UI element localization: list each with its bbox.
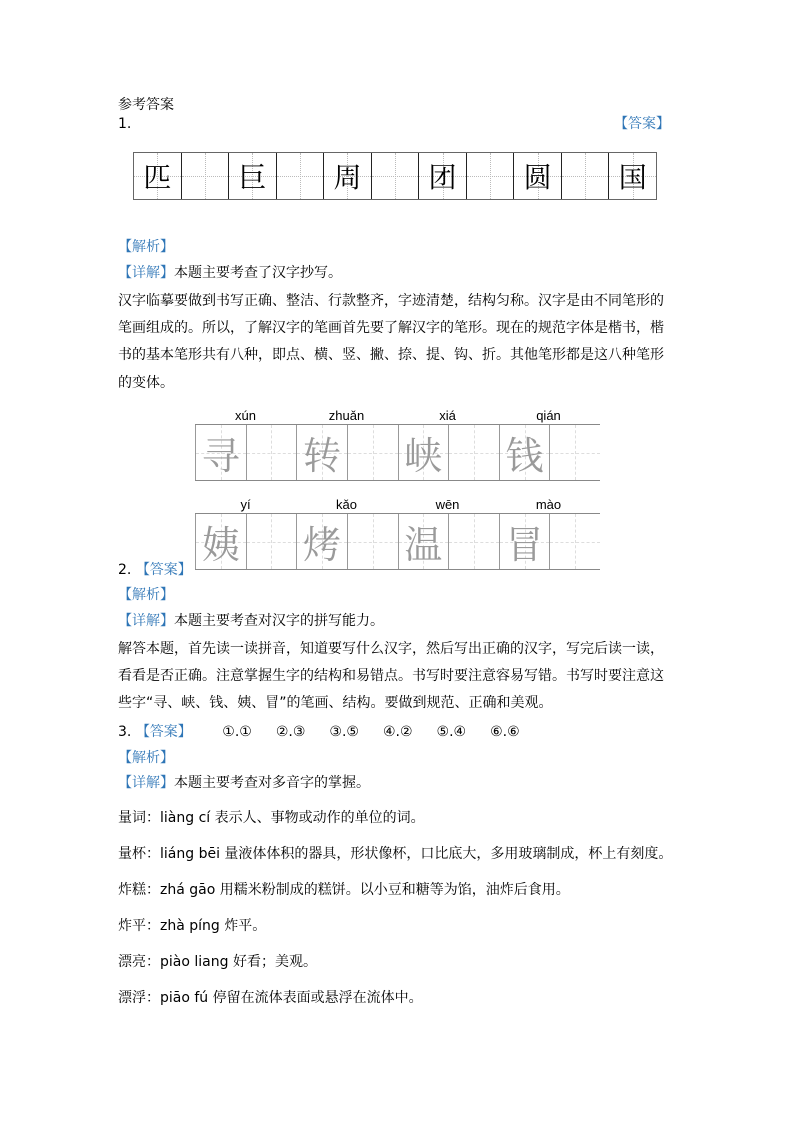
grid-cell — [398, 425, 449, 480]
q3-entry: 炸平：zhà píng 炸平。 — [118, 918, 267, 934]
detail-text: 本题主要考查对汉字的拼写能力。 — [174, 613, 384, 629]
q2-grid-row-2 — [195, 513, 600, 570]
grid-cell — [134, 153, 182, 199]
grid-cell — [398, 514, 449, 569]
q2-para-line: 解答本题，首先读一读拼音，知道要写什么汉字，然后写出正确的汉字，写完后读一读， — [118, 641, 664, 657]
detail-label: 【详解】 — [118, 613, 174, 629]
grid-char: 温 — [404, 523, 443, 567]
grid-cell — [499, 514, 550, 569]
pinyin: zhuǎn — [328, 408, 365, 423]
pinyin: xiá — [439, 408, 456, 423]
grid-char: 冒 — [505, 523, 544, 567]
q3-number: 3. — [118, 724, 132, 740]
q1-number: 1. — [118, 116, 132, 132]
q3-entry: 量词：liàng cí 表示人、事物或动作的单位的词。 — [118, 810, 425, 826]
grid-char: 转 — [303, 434, 342, 478]
answer-option: ②.③ — [275, 724, 306, 740]
pinyin: kǎo — [336, 497, 357, 512]
grid-char: 峡 — [404, 434, 443, 478]
grid-cell — [372, 153, 420, 199]
detail-label: 【详解】 — [118, 775, 174, 791]
pinyin: mào — [535, 497, 562, 512]
answer-option: ①.① — [222, 724, 252, 740]
q1-writing-grid — [133, 152, 657, 200]
q2-answer-label: 【答案】 — [135, 562, 192, 578]
q2-analysis-label: 【解析】 — [118, 587, 174, 603]
grid-cell — [467, 153, 515, 199]
q1-para-line: 汉字临摹要做到书写正确、整洁、行款整齐，字迹清楚，结构匀称。汉字是由不同笔形的 — [118, 293, 664, 309]
pinyin: wēn — [435, 497, 460, 512]
q3-entry: 炸糕：zhá gāo 用糯米粉制成的糕饼。以小豆和糖等为馅，油炸后食用。 — [118, 882, 570, 898]
grid-char: 周 — [333, 161, 362, 194]
grid-cell — [324, 153, 372, 199]
grid-char: 姨 — [201, 523, 240, 567]
q3-detail — [118, 774, 370, 792]
answer-option: ③.⑤ — [329, 724, 359, 740]
grid-cell — [499, 425, 550, 480]
detail-text: 本题主要考查对多音字的掌握。 — [174, 775, 370, 791]
grid-cell — [229, 153, 277, 199]
q1-para-line: 笔画组成的。所以，了解汉字的笔画首先要了解汉字的笔形。现在的规范字体是楷书，楷 — [118, 320, 664, 336]
grid-char: 烤 — [303, 523, 342, 567]
q2-para-line: 看看是否正确。注意掌握生字的结构和易错点。书写时要注意容易写错。书写时要注意这 — [118, 668, 664, 684]
q1-analysis-label: 【解析】 — [118, 239, 174, 255]
q1-answer-label: 【答案】 — [614, 116, 670, 132]
grid-cell — [246, 514, 297, 569]
answer-option: ⑤.④ — [436, 724, 467, 740]
grid-char: 寻 — [201, 434, 240, 478]
q3-analysis-label: 【解析】 — [118, 750, 174, 766]
grid-cell — [549, 425, 600, 480]
q3-entry: 量杯：liáng bēi 量液体体积的器具，形状像杯，口比底大，多用玻璃制成，杯上有刻度。 — [118, 846, 673, 862]
detail-label: 【详解】 — [118, 265, 174, 281]
grid-cell — [296, 425, 347, 480]
q2-detail — [118, 612, 384, 630]
q3-entry: 漂浮：piāo fú 停留在流体表面或悬浮在流体中。 — [118, 990, 423, 1006]
grid-cell — [195, 425, 246, 480]
grid-char: 巨 — [238, 161, 267, 194]
grid-char: 钱 — [505, 434, 544, 478]
grid-cell — [514, 153, 562, 199]
q1-para-line: 的变体。 — [118, 375, 174, 391]
grid-char: 国 — [618, 161, 647, 194]
q2-header — [118, 561, 192, 579]
doc-title: 参考答案 — [118, 97, 174, 113]
grid-cell — [277, 153, 325, 199]
grid-char: 匹 — [143, 161, 172, 194]
grid-cell — [609, 153, 656, 199]
answer-option: ⑥.⑥ — [490, 724, 520, 740]
grid-cell — [246, 425, 297, 480]
q2-para-line: 些字“寻、峡、钱、姨、冒”的笔画、结构。要做到规范、正确和美观。 — [118, 695, 553, 711]
q3-answer-label: 【答案】 — [135, 724, 192, 740]
grid-cell — [195, 514, 246, 569]
grid-cell — [549, 514, 600, 569]
q3-header — [118, 723, 544, 741]
grid-cell — [182, 153, 230, 199]
pinyin: qián — [536, 408, 561, 423]
q2-grid-row-1 — [195, 424, 600, 481]
grid-cell — [347, 425, 398, 480]
q1-detail — [118, 264, 342, 282]
grid-cell — [296, 514, 347, 569]
q1-para-line: 书的基本笔形共有八种，即点、横、竖、撇、捺、提、钩、折。其他笔形都是这八种笔形 — [118, 347, 664, 363]
pinyin: yí — [240, 497, 251, 512]
detail-text: 本题主要考查了汉字抄写。 — [174, 265, 342, 281]
grid-cell — [419, 153, 467, 199]
pinyin: xún — [235, 408, 256, 423]
grid-cell — [448, 425, 499, 480]
grid-cell — [347, 514, 398, 569]
grid-char: 圆 — [523, 161, 552, 194]
grid-char: 团 — [428, 161, 457, 194]
q2-number: 2. — [118, 562, 132, 578]
grid-cell — [562, 153, 610, 199]
q3-entry: 漂亮：piào liang 好看；美观。 — [118, 954, 317, 970]
answer-option: ④.② — [382, 724, 413, 740]
grid-cell — [448, 514, 499, 569]
